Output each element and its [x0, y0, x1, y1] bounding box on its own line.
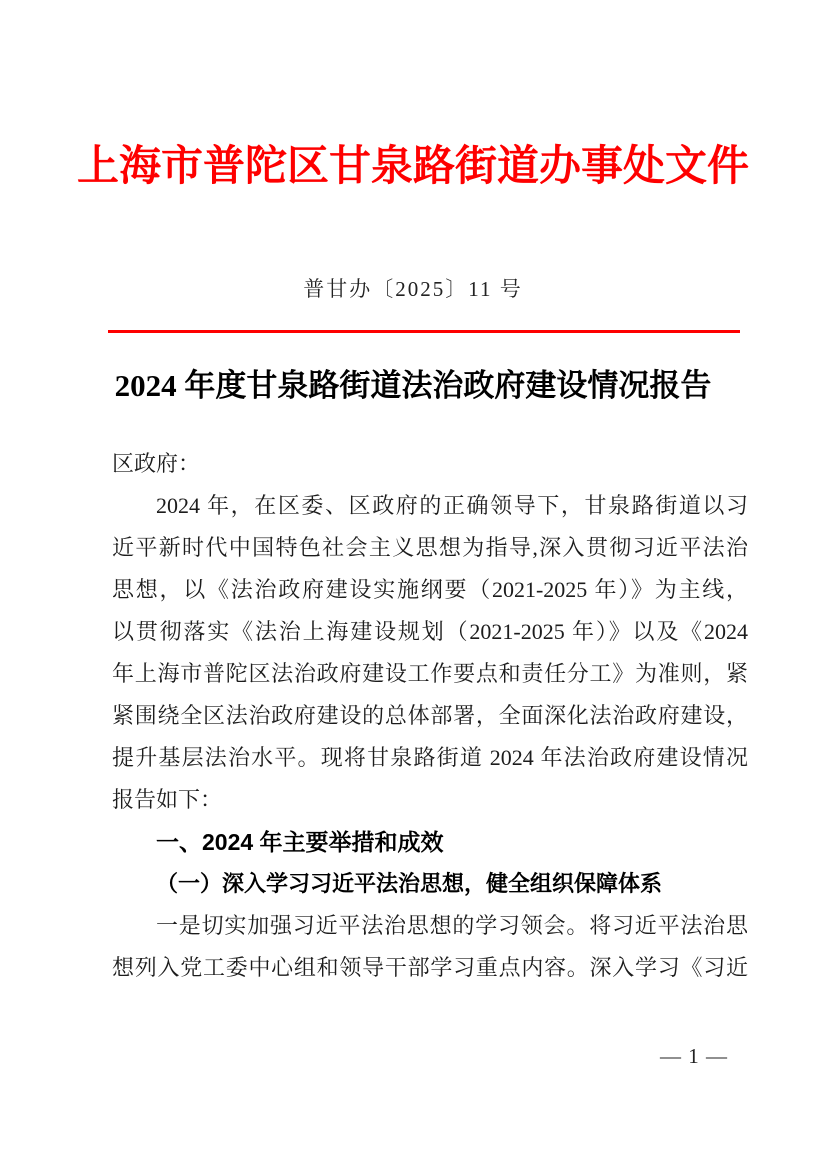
body-line: 报告如下： — [112, 787, 223, 812]
body-line: 一是切实加强习近平法治思想的学习领会。将习近平法治思 — [156, 913, 748, 938]
body-line: 思想，以《法治政府建设实施纲要（2021-2025 年）》为主线， — [112, 577, 748, 602]
body-line: （一）深入学习习近平法治思想，健全组织保障体系 — [156, 871, 663, 896]
body-line: 一、2024 年主要举措和成效 — [156, 829, 444, 855]
body-line: 近平新时代中国特色社会主义思想为指导,深入贯彻习近平法治 — [112, 535, 748, 560]
body-line: 提升基层法治水平。现将甘泉路街道 2024 年法治政府建设情况 — [112, 745, 748, 770]
document-title: 2024 年度甘泉路街道法治政府建设情况报告 — [114, 368, 712, 403]
document-number: 普甘办〔2025〕11 号 — [303, 277, 523, 301]
page-number: — 1 — — [660, 1044, 728, 1068]
body-line: 区政府： — [112, 451, 201, 476]
body-line: 年上海市普陀区法治政府建设工作要点和责任分工》为准则，紧 — [112, 661, 748, 686]
red-separator-line — [108, 330, 740, 333]
body-line: 想列入党工委中心组和领导干部学习重点内容。深入学习《习近 — [112, 955, 748, 980]
body-line: 紧围绕全区法治政府建设的总体部署，全面深化法治政府建设， — [112, 703, 748, 728]
document-body — [112, 443, 748, 989]
letterhead-title: 上海市普陀区甘泉路街道办事处文件 — [76, 142, 749, 189]
body-line: 2024 年，在区委、区政府的正确领导下，甘泉路街道以习 — [156, 493, 748, 518]
body-line: 以贯彻落实《法治上海建设规划（2021-2025 年）》以及《2024 — [112, 619, 748, 644]
